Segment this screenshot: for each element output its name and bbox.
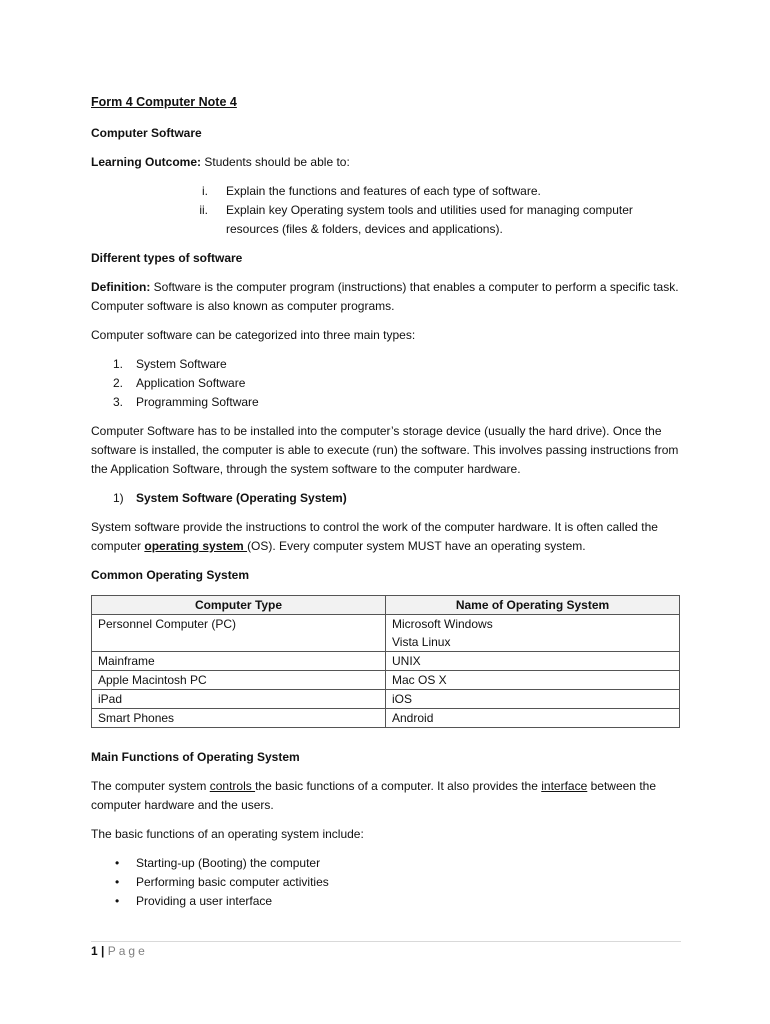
table-cell: UNIX xyxy=(386,652,680,671)
column-header: Computer Type xyxy=(92,596,386,615)
controls-term: controls xyxy=(209,779,256,793)
definition-text: Software is the computer program (instructions) that enables a computer to perform a specific task. Computer software is also known as computer programs. xyxy=(91,280,679,313)
paragraph-text: (OS). Every computer system MUST have an operating system. xyxy=(247,539,586,553)
section-heading xyxy=(91,489,681,508)
definition-paragraph xyxy=(91,278,681,316)
list-item-number: 2. xyxy=(113,376,124,390)
learning-outcome xyxy=(91,153,681,172)
types-heading: Different types of software xyxy=(91,251,243,265)
definition-label: Definition: xyxy=(91,280,151,294)
table-cell: iPad xyxy=(92,690,386,709)
bullet-icon: • xyxy=(115,894,120,908)
list-item xyxy=(91,355,681,374)
list-item xyxy=(91,374,681,393)
list-item-text: Programming Software xyxy=(136,395,259,409)
section-number: 1) xyxy=(113,491,124,505)
table-cell: Personnel Computer (PC) xyxy=(92,615,386,652)
document-title: Form 4 Computer Note 4 xyxy=(91,95,237,109)
os-name: Microsoft Windows xyxy=(392,617,493,631)
page-indicator xyxy=(91,942,681,961)
list-item-text: Providing a user interface xyxy=(136,894,273,908)
list-item-text: System Software xyxy=(136,357,227,371)
list-item-number: 1. xyxy=(113,357,124,371)
paragraph-text: the basic functions of a computer. It also provides the xyxy=(255,779,542,793)
categorized-paragraph: Computer software can be categorized into three main types: xyxy=(91,328,416,342)
functions-heading: Main Functions of Operating System xyxy=(91,750,300,764)
interface-term: interface xyxy=(541,779,588,793)
document-subtitle: Computer Software xyxy=(91,126,202,140)
table-row xyxy=(92,615,680,652)
table-cell: Apple Macintosh PC xyxy=(92,671,386,690)
install-paragraph: Computer Software has to be installed into the computer’s storage device (usually the hard drive). Once the software is installed, the computer is able to execute (run) the software. This involves passing instructions from the Application Software, through the system software to the computer hardware. xyxy=(91,424,679,476)
os-table xyxy=(91,595,680,728)
table-cell: Smart Phones xyxy=(92,709,386,728)
list-item-text: Explain key Operating system tools and utilities used for managing computer resources (files & folders, devices and applications). xyxy=(226,203,633,236)
list-item-number: i. xyxy=(202,184,208,198)
section-title: System Software (Operating System) xyxy=(136,491,347,505)
table-row xyxy=(92,652,680,671)
list-item-number: 3. xyxy=(113,395,124,409)
functions-list xyxy=(91,854,681,911)
table-cell: iOS xyxy=(386,690,680,709)
table-cell: Mainframe xyxy=(92,652,386,671)
list-item xyxy=(91,854,681,873)
outcomes-list xyxy=(91,182,681,239)
list-item-number: ii. xyxy=(199,203,208,217)
list-item-text: Starting-up (Booting) the computer xyxy=(136,856,321,870)
bullet-icon: • xyxy=(115,856,120,870)
bullet-icon: • xyxy=(115,875,120,889)
learning-outcome-text: Students should be able to: xyxy=(201,155,350,169)
paragraph-text: System software provide the instructions to control the work of the computer hardware. It is often called the computer xyxy=(91,520,658,553)
paragraph-text: The computer system xyxy=(91,779,210,793)
list-item-text: Application Software xyxy=(136,376,246,390)
list-item xyxy=(91,201,681,239)
common-os-heading: Common Operating System xyxy=(91,568,250,582)
list-item xyxy=(91,393,681,412)
page-label: Page xyxy=(107,944,148,958)
basic-functions-paragraph: The basic functions of an operating system include: xyxy=(91,827,364,841)
table-row xyxy=(92,709,680,728)
list-item xyxy=(91,873,681,892)
table-cell: Android xyxy=(386,709,680,728)
document-page xyxy=(91,93,681,921)
learning-outcome-label: Learning Outcome: xyxy=(91,155,202,169)
types-list xyxy=(91,355,681,412)
table-cell: Mac OS X xyxy=(386,671,680,690)
table-cell xyxy=(386,615,680,652)
operating-system-term: operating system xyxy=(144,539,248,553)
list-item-text: Performing basic computer activities xyxy=(136,875,329,889)
paragraph-text: between the computer hardware and the users. xyxy=(91,779,656,812)
table-row xyxy=(92,690,680,709)
list-item xyxy=(91,892,681,911)
page-number: 1 xyxy=(91,944,98,958)
page-separator: | xyxy=(97,944,108,958)
system-software-paragraph xyxy=(91,518,681,556)
list-item xyxy=(91,182,681,201)
list-item-text: Explain the functions and features of each type of software. xyxy=(226,184,541,198)
os-name: Vista Linux xyxy=(392,635,451,649)
table-header-row xyxy=(92,596,680,615)
functions-paragraph xyxy=(91,777,681,815)
table-row xyxy=(92,671,680,690)
column-header: Name of Operating System xyxy=(386,596,680,615)
page-footer xyxy=(91,941,681,961)
